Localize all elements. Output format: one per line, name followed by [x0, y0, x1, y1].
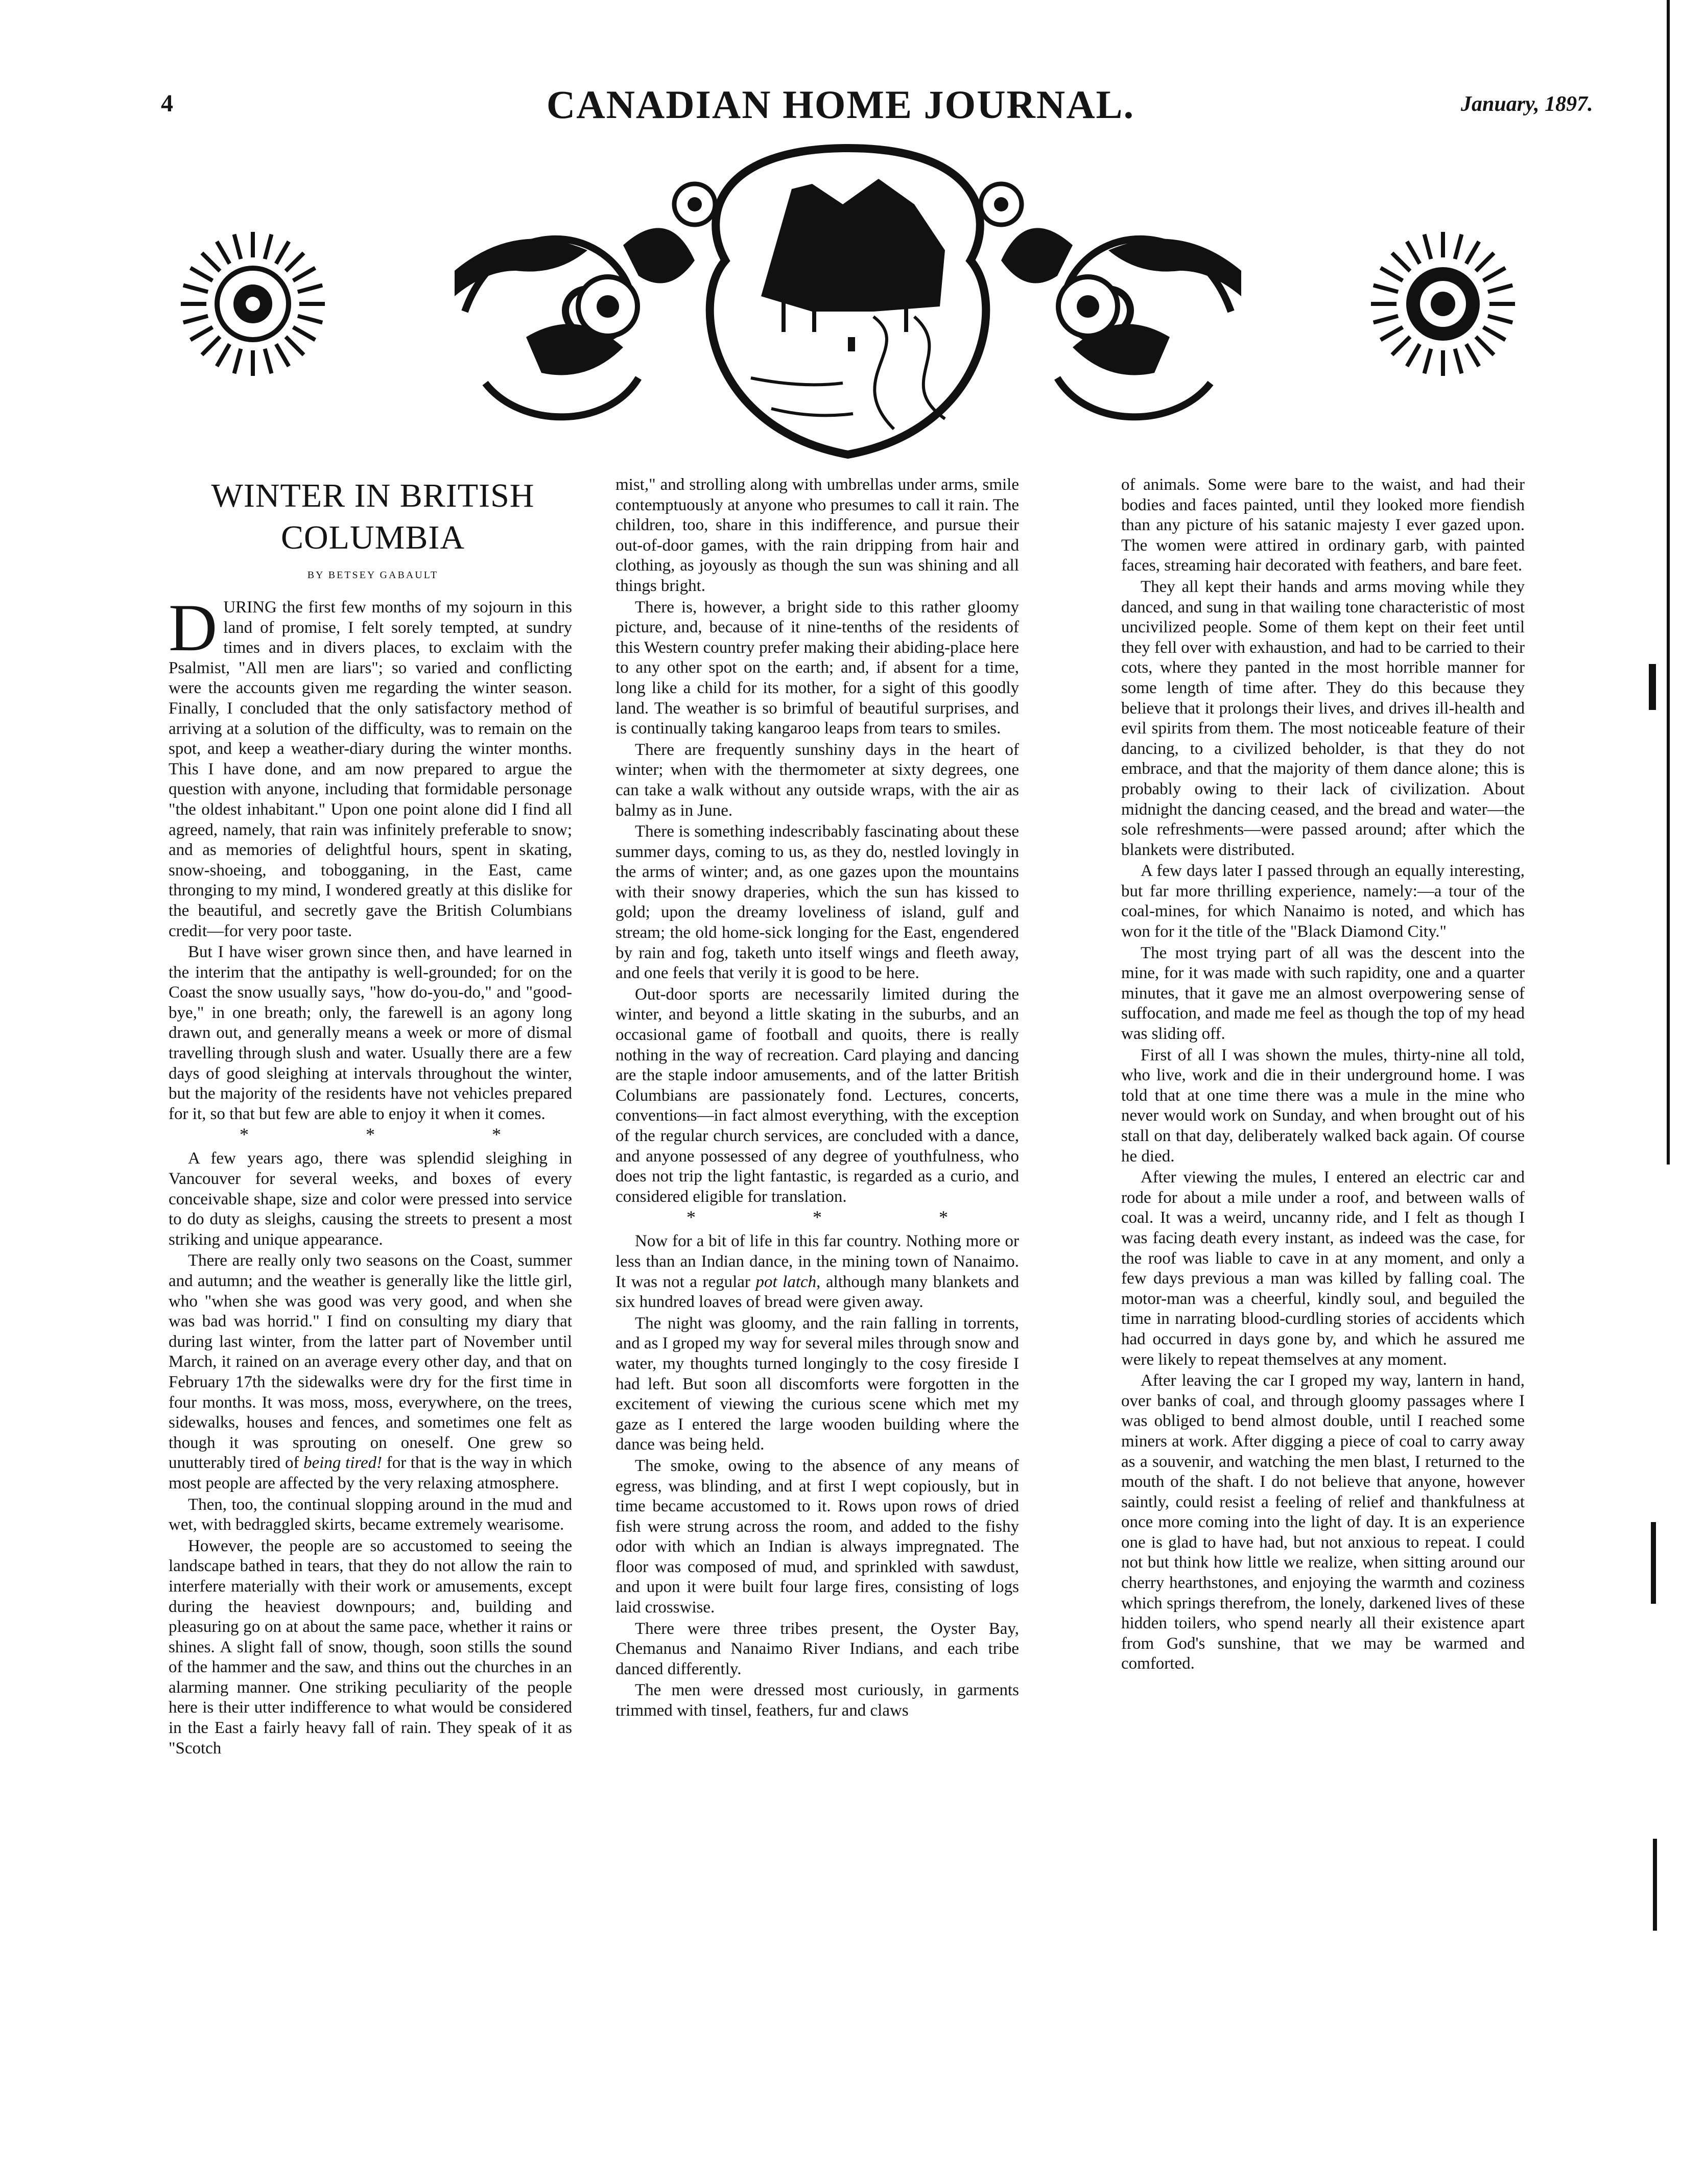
sunburst-medallion-icon	[179, 230, 327, 378]
drop-cap: D	[169, 598, 218, 665]
article-title	[169, 475, 577, 559]
paragraph: There are frequently sunshiny days in the heart of winter; when with the thermometer at sixty degrees, one can take a walk without any outside wraps, with the air as balmy as in June.	[615, 740, 1019, 820]
paragraph: The men were dressed most curiously, in garments trimmed with tinsel, feathers, fur and claws	[615, 1681, 1019, 1720]
emphasis: being tired!	[303, 1454, 383, 1473]
issue-date: January, 1897.	[1461, 92, 1593, 116]
section-separator: * * *	[240, 1124, 557, 1145]
paragraph: After viewing the mules, I entered an electric car and rode for about a mile under a roof, and between walls of coal. It was a weird, uncanny ride, and I felt as though I was facing death every instant, as indeed was the case, for the roof was liable to cave in at any moment, and only a few days previous a man was killed by falling coal. The motor-man was a cheerful, kindly soul, and beguiled the time in narrating blood-curdling stories of accidents which had occurred in days gone by, and which he assured me were likely to repeat themselves at any moment.	[1121, 1168, 1525, 1369]
paragraph: They all kept their hands and arms moving while they danced, and sung in that wailing tone characteristic of most uncivilized people. Some of them kept on their feet until they fell over with exhaustion, and had to be carried to their cots, where they panted in the most horrible manner for some length of time after. They do this because they believe that it prolongs their lives, and drives ill-health and evil spirits from them. The most noticeable feature of their dancing, to a civilized beholder, is that they do not embrace, and that the majority of them dance alone; this is probably owing to their lack of civilization. About midnight the dancing ceased, and the bread and water—the sole refreshments—were passed around; after which the blankets were distributed.	[1121, 577, 1525, 859]
paragraph: A few days later I passed through an equally interesting, but far more thrilling experience, namely:—a tour of the coal-mines, for which Nanaimo is noted, and which has won for it the title of the "Black Diamond City."	[1121, 862, 1525, 941]
paragraph: Then, too, the continual slopping around in the mud and wet, with bedraggled skirts, became extremely wearisome.	[169, 1495, 572, 1534]
header-ornament	[163, 143, 1532, 460]
sunburst-medallion-icon	[1369, 230, 1517, 378]
paragraph: First of all I was shown the mules, thirty-nine all told, who live, work and die in their underground home. I was told that at one time there was a mule in the mine who never would work on Sunday, and when brought out of his stall on that day, deliberately walked back again. Of course he died.	[1121, 1046, 1525, 1166]
emphasis: pot latch	[755, 1272, 817, 1291]
masthead: CANADIAN HOME JOURNAL.	[546, 82, 1135, 127]
article-byline: BY BETSEY GABAULT	[307, 569, 439, 581]
page-number: 4	[161, 90, 173, 117]
section-separator: * * *	[686, 1207, 1004, 1228]
paragraph: DURING the first few months of my sojourn in this land of promise, I felt sorely tempted, at sundry times and in divers places, to exclaim with the Psalmist, "All men are liars"; so varied and conflicting were the accounts given me regarding the winter season. Finally, I concluded that the only satisfactory method of arriving at a solution of the difficulty, was to remain on the spot, and keep a weather-diary during the winter months. This I have done, and am now prepared to argue the question with anyone, including that formidable personage "the oldest inhabitant." Upon one point alone did I find all agreed, namely, that rain was infinitely preferable to snow; and as memories of delightful hours, spent in skating, snow-shoeing, and tobogganing, in the East, came thronging to my mind, I wondered greatly at this dislike for the beautiful, and secretly gave the British Columbians credit—for very poor taste.	[169, 598, 572, 940]
scan-edge-line	[1667, 0, 1670, 1165]
paragraph: There were three tribes present, the Oyster Bay, Chemanus and Nanaimo River Indians, and each tribe danced differently.	[615, 1619, 1019, 1678]
paragraph: The night was gloomy, and the rain falling in torrents, and as I groped my way for several miles through snow and water, my thoughts turned longingly to the cosy fireside I had left. But soon all discomforts were forgotten in the excitement of viewing the curious scene which met my gaze as I entered the large wooden building where the dance was being held.	[615, 1314, 1019, 1454]
paragraph: There is, however, a bright side to this rather gloomy picture, and, because of it nine-tenths of the residents of this Western country prefer making their abiding-place here to any other spot on the earth; and, if absent for a time, long like a child for its mother, for a sight of this goodly land. The weather is so brimful of beautiful surprises, and is continually taking kangaroo leaps from tears to smiles.	[615, 598, 1019, 738]
paragraph: The smoke, owing to the absence of any means of egress, was blinding, and at first I wept copiously, but in time became accustomed to it. Rows upon rows of dried fish were strung across the room, and added to the fishy odor with which an Indian is always impregnated. The floor was composed of mud, and sprinkled with sawdust, and upon it were built four large fires, consisting of logs laid crosswise.	[615, 1456, 1019, 1617]
scan-mark	[1653, 1839, 1657, 1931]
paragraph: The most trying part of all was the descent into the mine, for it was made with such rapidity, one and a quarter minutes, that it gave me an almost overpowering sense of suffocation, and made me feel as though the top of my head was sliding off.	[1121, 943, 1525, 1043]
paragraph: But I have wiser grown since then, and have learned in the interim that the antipathy is well-grounded; for on the Coast the snow usually says, "how do-you-do," and "good-bye," in one breath; only, the farewell is an agony long drawn out, and generally means a week or more of dismal travelling through slush and water. Usually there are a few days of good sleighing at intervals throughout the winter, but the majority of the residents have not vehicles prepared for it, so that but few are able to enjoy it when it comes.	[169, 943, 572, 1123]
paragraph: There is something indescribably fascinating about these summer days, coming to us, as they do, nestled lovingly in the arms of winter; and, as one gazes upon the mountains with their snowy draperies, which the sun has kissed to gold; upon the dreamy loveliness of island, gulf and stream; the old home-sick longing for the East, engendered by rain and fog, taketh unto itself wings and fleeth away, and one feels that verily it is good to be here.	[615, 822, 1019, 983]
paragraph: mist," and strolling along with umbrellas under arms, smile contemptuously at anyone who presumes to call it rain. The children, too, share in this indifference, and pursue their out-of-door games, with the rain dripping from hair and clothing, as joyously as though the sun was shining and all things bright.	[615, 476, 1019, 595]
paragraph: A few years ago, there was splendid sleighing in Vancouver for several weeks, and boxes of every conceivable shape, size and color were pressed into service to do duty as sleighs, causing the streets to present a most striking and unique appearance.	[169, 1149, 572, 1249]
column-right	[1121, 475, 1525, 2145]
paragraph: There are really only two seasons on the Coast, summer and autumn; and the weather is generally like the little girl, who "when she was good was very good, and when she was bad was horrid." I find on consulting my diary that during last winter, from the latter part of November until March, it rained on an average every other day, and that on February 17th the sidewalks were dry for the first time in four months. It was moss, moss, everywhere, on the trees, sidewalks, houses and fences, and sometimes one felt as though it was sprouting on oneself. One grew so unutterably tired of being tired! for that is the way in which most people are affected by the very relaxing atmosphere.	[169, 1251, 572, 1492]
paragraph: of animals. Some were bare to the waist, and had their bodies and faces painted, until they looked more fiendish than any picture of his satanic majesty I ever gazed upon. The women were attired in ordinary garb, with painted faces, streaming hair decorated with feathers, and bare feet.	[1121, 476, 1525, 575]
scan-mark	[1651, 1522, 1656, 1604]
paragraph: After leaving the car I groped my way, lantern in hand, over banks of coal, and through gloomy passages where I was obliged to bend almost double, until I reached some miners at work. After digging a piece of coal to carry away as a souvenir, and watching the men blast, I returned to the mouth of the shaft. I do not believe that anyone, however saintly, could resist a feeling of relief and thankfulness at once more coming into the light of day. It is an experience one is glad to have had, but not anxious to repeat. I could not but think how little we realize, when sitting around our cherry hearthstones, and enjoying the warmth and coziness which springs therefrom, the lonely, darkened lives of these hidden toilers, who spend nearly all their existence apart from God's sunshine, that we may be warmed and comforted.	[1121, 1371, 1525, 1673]
article-title-line-2: COLUMBIA	[280, 519, 465, 556]
winter-landscape-vignette	[455, 143, 1241, 460]
column-left	[169, 598, 572, 2150]
scan-mark	[1649, 664, 1656, 710]
paragraph: However, the people are so accustomed to seeing the landscape bathed in tears, that they do not allow the rain to interfere materially with their work or amusements, except during the heaviest downpours; and, building and pleasuring go on at about the same pace, whether it rains or shines. A slight fall of snow, though, soon stills the sound of the hammer and the saw, and thins out the churches in an alarming manner. One striking peculiarity of the people here is their utter indifference to what would be considered in the East a fairly heavy fall of rain. They speak of it as "Scotch	[169, 1536, 572, 1758]
paragraph: Out-door sports are necessarily limited during the winter, and beyond a little skating in the suburbs, and an occasional game of football and quoits, there is really nothing in the way of recreation. Card playing and dancing are the staple indoor amusements, and of the latter British Columbians are passionately fond. Lectures, concerts, conventions—in fact almost everything, with the exception of the regular church services, are concluded with a dance, and anyone possessed of any degree of youthfulness, who does not trip the light fantastic, is regarded as a curio, and considered eligible for translation.	[615, 985, 1019, 1206]
column-middle	[615, 475, 1019, 2145]
article-title-line-1: WINTER IN BRITISH	[211, 477, 535, 514]
paragraph: Now for a bit of life in this far country. Nothing more or less than an Indian dance, in the mining town of Nanaimo. It was not a regular pot latch, although many blankets and six hundred loaves of bread were given away.	[615, 1232, 1019, 1312]
